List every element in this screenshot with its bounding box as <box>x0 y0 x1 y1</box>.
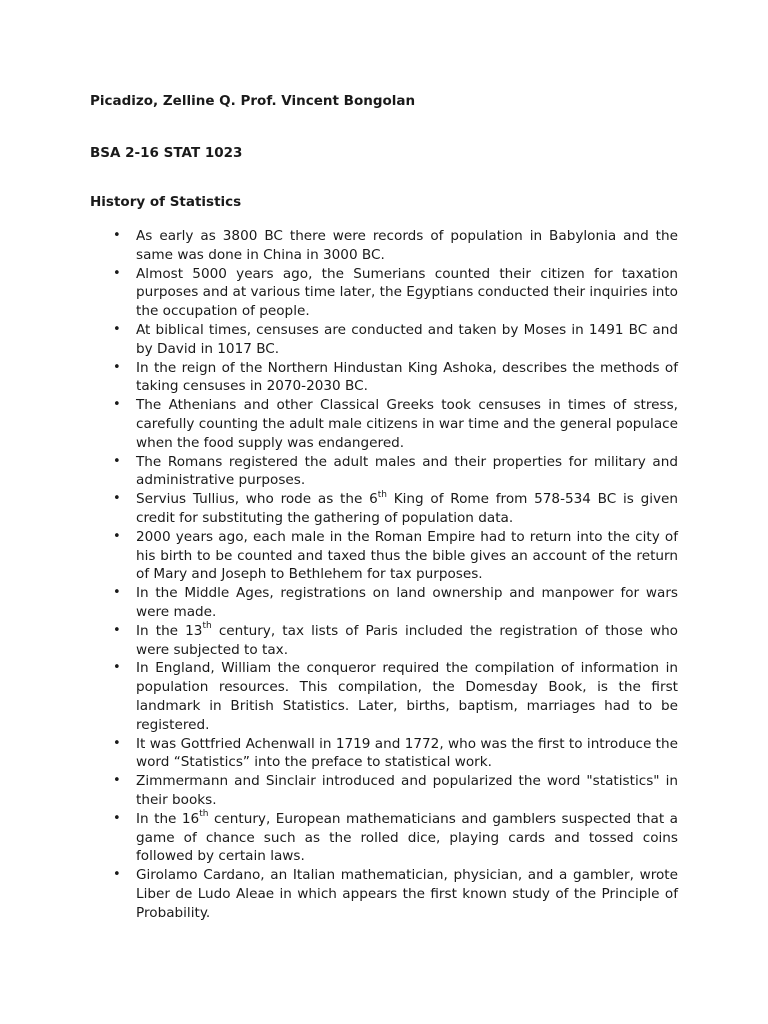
student-name: Picadizo, Zelline Q. <box>90 93 236 109</box>
bullet-icon: • <box>113 321 121 337</box>
bullet-icon: • <box>113 735 121 751</box>
bullet-icon: • <box>113 528 121 544</box>
list-item-text: At biblical times, censuses are conducted and taken by Moses in 1491 BC and by David in 1017 BC. <box>136 321 678 357</box>
bullet-icon: • <box>113 773 121 789</box>
ordinal-superscript: th <box>377 489 387 500</box>
list-item-text: Girolamo Cardano, an Italian mathematician, physician, and a gambler, wrote Liber de Ludo Aleae in which appears the first known study of the Principle of Probability. <box>136 867 678 921</box>
course-number: 1023 <box>204 145 243 161</box>
bullet-icon: • <box>113 359 121 375</box>
list-item-text: It was Gottfried Achenwall in 1719 and 1772, who was the first to introduce the word “Statistics” into the preface to statistical work. <box>136 735 678 771</box>
bullet-icon: • <box>113 660 121 676</box>
list-item-text: In the 13 <box>136 622 203 639</box>
bullet-icon: • <box>113 397 121 413</box>
bullet-icon: • <box>113 453 121 469</box>
author-professor-line <box>90 92 678 111</box>
course-subject: STAT <box>163 145 201 161</box>
list-item <box>90 735 678 773</box>
list-item-text-continued: century, European mathematicians and gamblers suspected that a game of chance such as the rolled dice, playing cards and tossed coins followed by certain laws. <box>136 810 679 865</box>
list-item-text: In the reign of the Northern Hindustan King Ashoka, describes the methods of taking censuses in 2070-2030 BC. <box>136 359 678 395</box>
list-item-text: Servius Tullius, who rode as the 6 <box>136 491 378 508</box>
bullet-icon: • <box>113 491 121 507</box>
list-item-text: 2000 years ago, each male in the Roman Empire had to return into the city of his birth to be counted and taxed thus the bible gives an account of the return of Mary and Joseph to Bethlehem for tax purposes. <box>136 528 678 583</box>
list-item <box>90 396 678 452</box>
bullet-icon: • <box>113 585 121 601</box>
list-item-text: The Romans registered the adult males and their properties for military and administrative purposes. <box>136 453 678 489</box>
list-item <box>90 453 678 491</box>
list-item <box>90 810 678 866</box>
list-item-text: Zimmermann and Sinclair introduced and popularized the word "statistics" in their books. <box>136 773 678 808</box>
ordinal-superscript: th <box>199 809 209 820</box>
list-item <box>90 772 678 810</box>
list-item <box>90 528 678 584</box>
list-item <box>90 584 678 622</box>
list-item <box>90 227 678 265</box>
list-item <box>90 659 678 734</box>
list-item-text: In the 16 <box>136 810 200 827</box>
bullet-icon: • <box>113 228 121 243</box>
list-item-text: Almost 5000 years ago, the Sumerians counted their citizen for taxation purposes and at various time later, the Egyptians conducted their inquiries into the occupation of people. <box>136 265 678 320</box>
section-course-line <box>90 144 678 163</box>
document-title: History of Statistics <box>90 194 242 210</box>
list-item <box>90 622 678 660</box>
professor-name: Vincent Bongolan <box>281 93 416 109</box>
list-item-text: In the Middle Ages, registrations on land ownership and manpower for wars were made. <box>136 585 678 620</box>
bullet-icon: • <box>113 810 121 826</box>
list-item-text: As early as 3800 BC there were records of population in Babylonia and the same was done in China in 3000 BC. <box>136 228 678 263</box>
ordinal-superscript: th <box>202 621 212 632</box>
list-item-text: In England, William the conqueror required the compilation of information in population resources. This compilation, the Domesday Book, is the first landmark in British Statistics. Later, births, baptism, marriages had to be registered. <box>136 660 678 733</box>
list-item-text-continued: King of Rome from 578-534 BC is given credit for substituting the gathering of population data. <box>136 491 679 526</box>
history-bullet-list <box>90 227 678 922</box>
section-code: BSA 2-16 <box>90 145 159 161</box>
bullet-icon: • <box>113 265 121 281</box>
list-item <box>90 359 678 397</box>
list-item <box>90 866 678 922</box>
list-item <box>90 490 678 528</box>
bullet-icon: • <box>113 867 121 883</box>
list-item <box>90 265 678 321</box>
professor-title: Prof. <box>240 93 277 109</box>
list-item-text: The Athenians and other Classical Greeks took censuses in times of stress, carefully counting the adult male citizens in war time and the general populace when the food supply was endangered. <box>136 397 678 451</box>
list-item <box>90 321 678 359</box>
bullet-icon: • <box>113 622 121 638</box>
list-item-text-continued: century, tax lists of Paris included the registration of those who were subjected to tax. <box>136 622 678 658</box>
